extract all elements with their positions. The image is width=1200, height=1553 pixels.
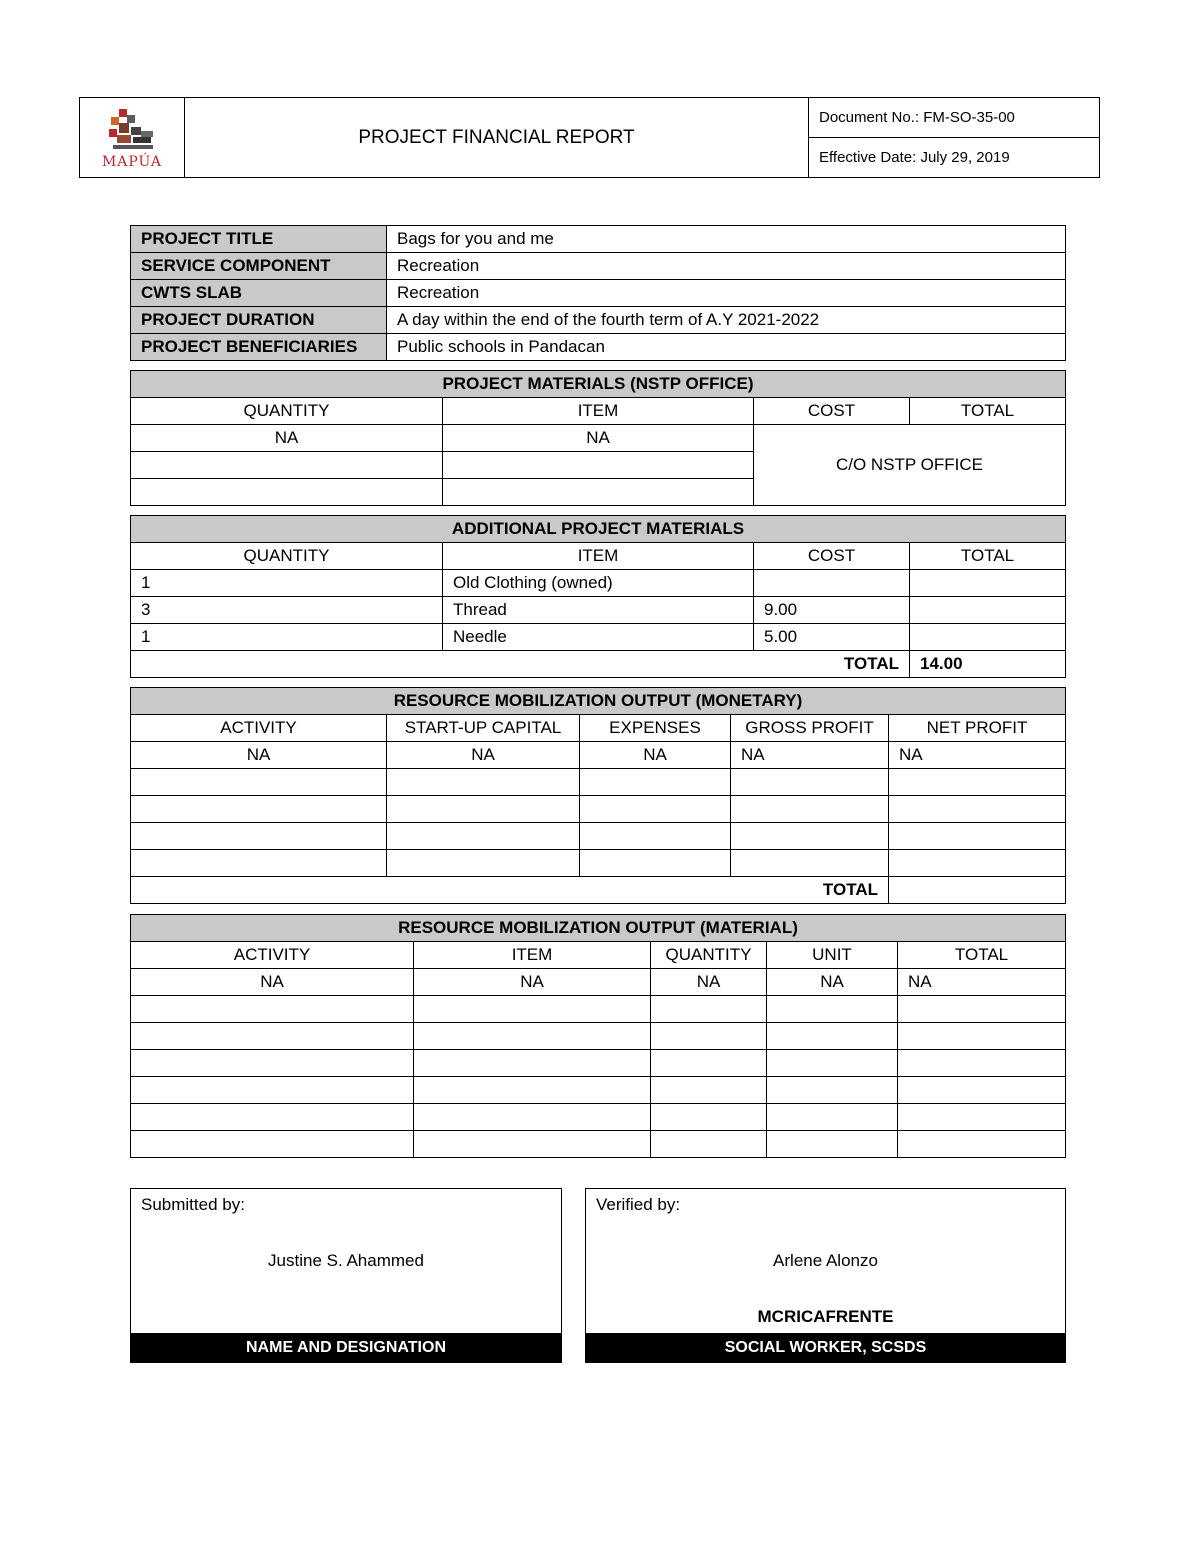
table-row bbox=[131, 850, 1066, 877]
effective-date: Effective Date: July 29, 2019 bbox=[809, 138, 1100, 178]
document-number: Document No.: FM-SO-35-00 bbox=[809, 98, 1100, 138]
table-cell: NA bbox=[731, 742, 889, 769]
table-cell bbox=[443, 479, 754, 506]
table-header-row bbox=[131, 715, 1066, 742]
total-row bbox=[131, 651, 1066, 678]
table-header-row bbox=[131, 543, 1066, 570]
submitted-by-designation: NAME AND DESIGNATION bbox=[131, 1333, 561, 1362]
table-cell: 5.00 bbox=[754, 624, 910, 651]
table-cell bbox=[910, 570, 1066, 597]
table-cell: NA bbox=[131, 425, 443, 452]
verified-by-name: Arlene Alonzo bbox=[773, 1251, 878, 1270]
column-header: EXPENSES bbox=[580, 715, 731, 742]
project-duration-value: A day within the end of the fourth term of A.Y 2021-2022 bbox=[387, 307, 1066, 334]
column-header: QUANTITY bbox=[131, 543, 443, 570]
total-label: TOTAL bbox=[131, 877, 889, 904]
table-cell: 1 bbox=[131, 570, 443, 597]
table-cell: 9.00 bbox=[754, 597, 910, 624]
additional-materials-table bbox=[130, 515, 1066, 678]
verified-by-name-2: MCRICAFRENTE bbox=[757, 1307, 894, 1326]
project-info-row bbox=[131, 280, 1066, 307]
column-header: START-UP CAPITAL bbox=[387, 715, 580, 742]
table-row bbox=[131, 769, 1066, 796]
project-beneficiaries-label: PROJECT BENEFICIARIES bbox=[131, 334, 387, 361]
project-title-value: Bags for you and me bbox=[387, 226, 1066, 253]
service-component-value: Recreation bbox=[387, 253, 1066, 280]
table-cell bbox=[443, 452, 754, 479]
table-cell: NA bbox=[767, 969, 898, 996]
verified-by-box bbox=[585, 1188, 1066, 1363]
nstp-office-note: C/O NSTP OFFICE bbox=[754, 425, 1066, 506]
column-header: TOTAL bbox=[910, 398, 1066, 425]
verified-by-designation: SOCIAL WORKER, SCSDS bbox=[586, 1333, 1065, 1362]
project-info-row bbox=[131, 334, 1066, 361]
table-cell: NA bbox=[898, 969, 1066, 996]
table-cell: NA bbox=[651, 969, 767, 996]
table-cell bbox=[910, 597, 1066, 624]
project-info-row bbox=[131, 226, 1066, 253]
column-header: ITEM bbox=[443, 398, 754, 425]
table-cell: 1 bbox=[131, 624, 443, 651]
project-duration-label: PROJECT DURATION bbox=[131, 307, 387, 334]
section-title: RESOURCE MOBILIZATION OUTPUT (MONETARY) bbox=[131, 688, 1066, 715]
project-beneficiaries-value: Public schools in Pandacan bbox=[387, 334, 1066, 361]
total-label: TOTAL bbox=[131, 651, 910, 678]
monetary-output-table bbox=[130, 687, 1066, 904]
table-cell: 3 bbox=[131, 597, 443, 624]
project-info-table bbox=[130, 225, 1066, 361]
table-row bbox=[131, 1077, 1066, 1104]
table-row bbox=[131, 1023, 1066, 1050]
column-header: COST bbox=[754, 543, 910, 570]
page-title: PROJECT FINANCIAL REPORT bbox=[185, 98, 809, 178]
total-value bbox=[889, 877, 1066, 904]
table-row bbox=[131, 742, 1066, 769]
material-output-table bbox=[130, 914, 1066, 1158]
table-cell: NA bbox=[131, 969, 414, 996]
table-cell: NA bbox=[387, 742, 580, 769]
table-cell: NA bbox=[414, 969, 651, 996]
logo-text: MAPÚA bbox=[101, 154, 163, 170]
table-row bbox=[131, 969, 1066, 996]
total-value: 14.00 bbox=[910, 651, 1066, 678]
table-row bbox=[131, 996, 1066, 1023]
column-header: ITEM bbox=[443, 543, 754, 570]
column-header: TOTAL bbox=[898, 942, 1066, 969]
table-cell: NA bbox=[131, 742, 387, 769]
table-row bbox=[131, 1131, 1066, 1158]
table-row bbox=[131, 624, 1066, 651]
section-title: RESOURCE MOBILIZATION OUTPUT (MATERIAL) bbox=[131, 915, 1066, 942]
cwts-slab-label: CWTS SLAB bbox=[131, 280, 387, 307]
document-header bbox=[79, 97, 1100, 178]
logo bbox=[80, 98, 185, 178]
column-header: QUANTITY bbox=[651, 942, 767, 969]
column-header: TOTAL bbox=[910, 543, 1066, 570]
submitted-by-label: Submitted by: bbox=[141, 1195, 245, 1214]
table-header-row bbox=[131, 942, 1066, 969]
table-cell: Old Clothing (owned) bbox=[443, 570, 754, 597]
table-row bbox=[131, 796, 1066, 823]
table-cell: Needle bbox=[443, 624, 754, 651]
project-title-label: PROJECT TITLE bbox=[131, 226, 387, 253]
section-title: PROJECT MATERIALS (NSTP OFFICE) bbox=[131, 371, 1066, 398]
table-row bbox=[131, 1104, 1066, 1131]
table-cell: NA bbox=[889, 742, 1066, 769]
table-row bbox=[131, 425, 1066, 452]
column-header: COST bbox=[754, 398, 910, 425]
column-header: ACTIVITY bbox=[131, 942, 414, 969]
column-header: UNIT bbox=[767, 942, 898, 969]
table-cell: NA bbox=[580, 742, 731, 769]
table-cell bbox=[910, 624, 1066, 651]
nstp-materials-table bbox=[130, 370, 1066, 506]
column-header: NET PROFIT bbox=[889, 715, 1066, 742]
verified-by-label: Verified by: bbox=[596, 1195, 681, 1214]
column-header: GROSS PROFIT bbox=[731, 715, 889, 742]
column-header: ACTIVITY bbox=[131, 715, 387, 742]
table-cell: NA bbox=[443, 425, 754, 452]
submitted-by-box bbox=[130, 1188, 562, 1363]
table-cell bbox=[131, 479, 443, 506]
section-title: ADDITIONAL PROJECT MATERIALS bbox=[131, 516, 1066, 543]
table-header-row bbox=[131, 398, 1066, 425]
table-row bbox=[131, 1050, 1066, 1077]
service-component-label: SERVICE COMPONENT bbox=[131, 253, 387, 280]
column-header: ITEM bbox=[414, 942, 651, 969]
table-row bbox=[131, 597, 1066, 624]
submitted-by-name: Justine S. Ahammed bbox=[268, 1251, 424, 1270]
table-cell bbox=[131, 452, 443, 479]
table-cell: Thread bbox=[443, 597, 754, 624]
table-row bbox=[131, 570, 1066, 597]
table-cell bbox=[754, 570, 910, 597]
project-info-row bbox=[131, 307, 1066, 334]
column-header: QUANTITY bbox=[131, 398, 443, 425]
total-row bbox=[131, 877, 1066, 904]
table-row bbox=[131, 823, 1066, 850]
cwts-slab-value: Recreation bbox=[387, 280, 1066, 307]
project-info-row bbox=[131, 253, 1066, 280]
